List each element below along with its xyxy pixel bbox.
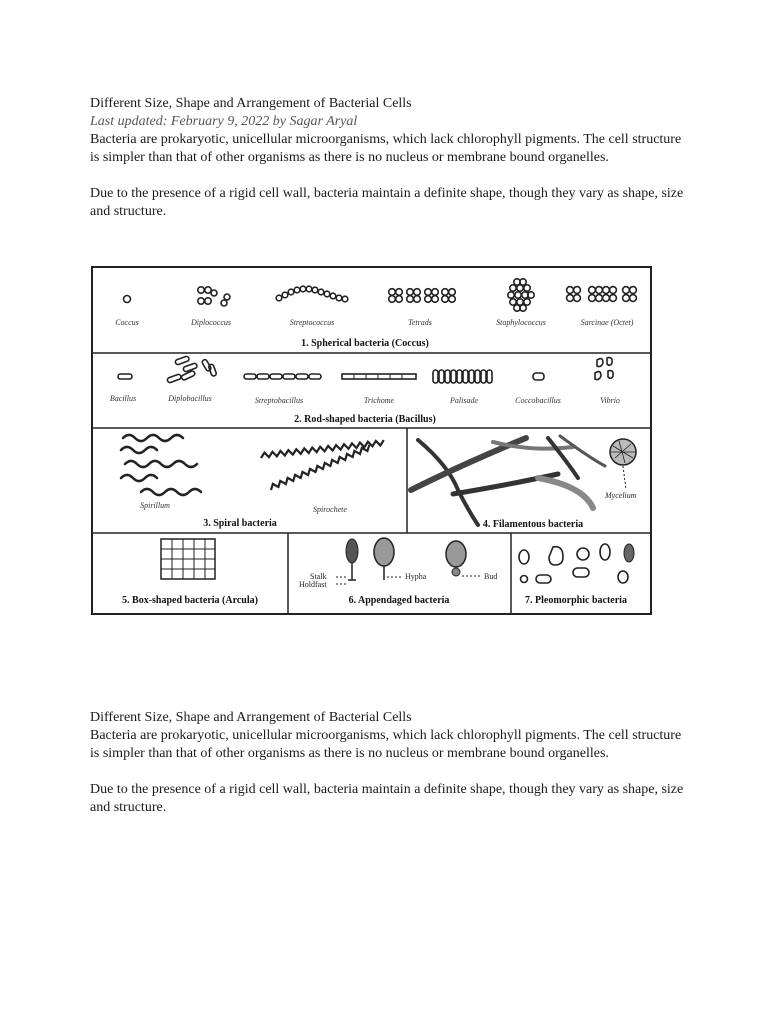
paragraph-2-repeat: Due to the presence of a rigid cell wall, bacteria maintain a definite shape, though they vary as shape, size and structure. [90,782,684,815]
vibrio-icon [595,358,613,380]
label-streptococcus: Streptococcus [289,318,335,327]
label-diplococcus: Diplococcus [191,318,231,327]
label-holdfast: Holdfast [299,580,327,589]
bacteria-shapes-figure [91,266,652,615]
label-tetrads: Tetrads [408,318,432,327]
sarcinae-icon [567,287,637,302]
label-stalk: Stalk [310,572,327,581]
label-streptobacillus: Streptobacillus [254,396,304,405]
filamentous-icon [411,436,636,525]
diplobacillus-icon [167,356,217,383]
label-spirillum: Spirillum [140,501,170,510]
spirillum-icon [121,435,201,495]
label-trichome: Trichome [363,396,395,405]
paragraph-2: Due to the presence of a rigid cell wall, bacteria maintain a definite shape, though they vary as shape, size and structure. [90,186,684,219]
coccus-icon [124,296,131,303]
coccobacillus-icon [533,373,544,380]
label-coccus: Coccus [115,318,139,327]
streptobacillus-icon [244,374,321,379]
streptococcus-icon [276,286,348,302]
label-hypha: Hypha [405,572,427,581]
palisade-icon [433,370,492,383]
arcula-grid-icon [161,539,215,579]
label-sarcinae: Sarcinae (Octet) [580,318,634,327]
tetrads-icon [389,289,456,303]
article-title: Different Size, Shape and Arrangement of Bacterial Cells [90,96,412,111]
trichome-icon [342,374,416,379]
article-title-repeat: Different Size, Shape and Arrangement of Bacterial Cells [90,710,412,725]
caption-filamentous: 4. Filamentous bacteria [482,519,584,530]
diplococcus-icon [198,287,230,306]
paragraph-1: Bacteria are prokaryotic, unicellular microorganisms, which lack chlorophyll pigments. The cell structure is simpler than that of other organisms as there is no nucleus or membrane bound organelles. [90,132,682,165]
spirochete-icon [260,440,384,490]
article-repeat [90,709,690,817]
staphylococcus-icon [508,279,534,311]
label-staphylococcus: Staphylococcus [496,318,546,327]
caption-appendaged: 6. Appendaged bacteria [348,595,450,606]
label-bacillus: Bacillus [109,394,137,403]
label-mycelium: Mycelium [605,491,637,500]
paragraph-1-repeat: Bacteria are prokaryotic, unicellular microorganisms, which lack chlorophyll pigments. The cell structure is simpler than that of other organisms as there is no nucleus or membrane bound organelles. [90,728,682,761]
article-meta: Last updated: February 9, 2022 by Sagar Aryal [90,114,358,129]
label-palisade: Palisade [450,396,478,405]
caption-pleomorphic: 7. Pleomorphic bacteria [525,595,627,606]
figure-svg [93,268,650,613]
caption-spiral: 3. Spiral bacteria [203,518,277,529]
bacillus-icon [118,374,132,379]
caption-rod: 2. Rod-shaped bacteria (Bacillus) [294,414,436,425]
label-vibrio: Vibrio [600,396,620,405]
caption-spherical: 1. Spherical bacteria (Coccus) [301,338,429,349]
label-bud: Bud [484,572,498,581]
caption-box: 5. Box-shaped bacteria (Arcula) [122,595,258,606]
label-diplobacillus: Diplobacillus [168,394,212,403]
pleomorphic-icon [519,544,634,583]
article-top [90,95,690,221]
label-spirochete: Spirochete [313,505,347,514]
label-coccobacillus: Coccobacillus [515,396,561,405]
